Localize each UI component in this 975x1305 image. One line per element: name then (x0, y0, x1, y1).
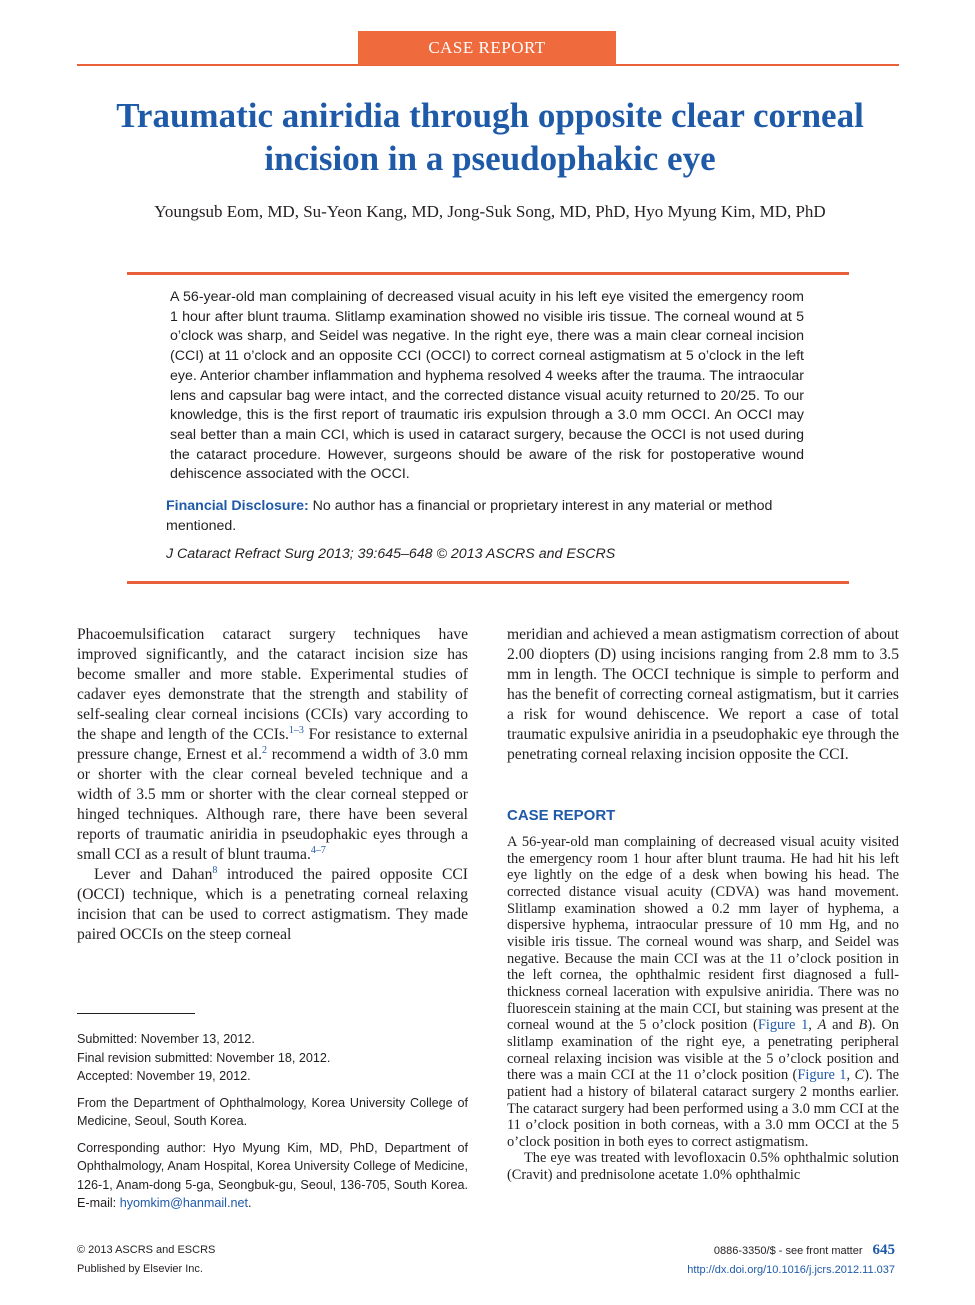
footer-right (687, 1241, 895, 1280)
intro-paragraph-2: Lever and Dahan$^8$ introduced the paired opposite CCI (OCCI) technique, which is a penetrating corneal relaxing incision that can be used to correct astigmatism. They made paired OCCIs on the steep corneal (77, 864, 468, 943)
case-paragraph-1: A 56-year-old man complaining of decreased visual acuity visited the emergency room 1 hour after blunt trauma. He had hit his left eye lightly on the edge of a desk when bowing his head. The corrected distance visual acuity (CDVA) was hand movement. Slitlamp examination showed a 0.2 mm layer of hyphema, a dispersive hyphema, intraocular pressure of 10 mm Hg, and no visible iris tissue. The corneal wound was sharp, and Seidel was negative. Because the main CCI was at the 11 o’clock position in the left cornea, the ophthalmic resident first diagnosed a full-thickness corneal laceration with expulsive aniridia. There was no fluorescein staining at the main CCI, but staining was present at the corneal wound at the 5 o’clock position (Figure 1, A and B). On slitlamp examination of the right eye, a penetrating peripheral corneal relaxing incision was visible at the 5 o’clock position and there was a main CCI at the 11 o’clock position (Figure 1, C). The patient had a history of bilateral cataract surgery 2 months earlier. The cataract surgery had been performed using a 3.0 mm CCI at the 11 o’clock position in both corneas, with a 3.0 mm OCCI at the 5 o’clock position in both eyes to correct astigmatism. (507, 834, 899, 1150)
intro-paragraph-1: Phacoemulsification cataract surgery techniques have improved significantly, and the cataract incision size has become smaller and more stable. Experimental studies of cadaver eyes demonstrate that the strength and stability of self-sealing clear corneal incisions (CCIs) vary according to the shape and length of the CCIs.$^{1-3}$ For resistance to external pressure change, Ernest et al.$^2$ recommend a width of 3.0 mm or shorter with the clear corneal beveled technique and a width of 3.5 mm or shorter with the clear corneal stepped or hinged techniques. Although rare, there have been several reports of traumatic aniridia in pseudophakic eyes through a small CCI as a result of blunt trauma.$^{4-7}$ (77, 626, 468, 863)
case-paragraph-2: The eye was treated with levofloxacin 0.5% ophthalmic solution (Cravit) and prednisolone acetate 1.0% ophthalmic (507, 1150, 899, 1184)
footnote-divider (77, 1013, 195, 1014)
journal-citation: J Cataract Refract Surg 2013; 39:645–648 © 2013 ASCRS and ESCRS (166, 546, 616, 562)
author-list: Youngsub Eom, MD, Su-Yeon Kang, MD, Jong-Suk Song, MD, PhD, Hyo Myung Kim, MD, PhD (154, 202, 826, 221)
copyright: © 2013 ASCRS and ESCRS (77, 1244, 216, 1256)
footnotes (77, 1030, 468, 1221)
ref-link[interactable]: 8 (212, 864, 218, 876)
abstract-bottom-rule (127, 581, 849, 584)
corresponding-author: Corresponding author: Hyo Myung Kim, MD, PhD, Department of Ophthalmology, Anam Hospital, Korea University College of Medicine, 126-1, Anam-dong 5-ga, Seongbuk-gu, Seoul, 136-705, South Korea. E-mail: hyomkim@hanmail.net. (77, 1140, 468, 1210)
section-heading: CASE REPORT (507, 807, 616, 824)
abstract-text: A 56-year-old man complaining of decreased visual acuity in his left eye visited the emergency room 1 hour after blunt trauma. Slitlamp examination showed no visible iris tissue. The corneal wound at 5 o’clock was sharp, and Seidel was negative. In the right eye, there was a main clear corneal incision (CCI) at 11 o’clock and an opposite CCI (OCCI) to correct corneal astigmatism at 5 o’clock in the left eye. Anterior chamber inflammation and hyphema resolved 4 weeks after the trauma. The intraocular lens and capsular bag were intact, and the corrected distance visual acuity returned to 20/25. To our knowledge, this is the first report of traumatic iris expulsion through a 3.0 mm OCCI. An OCCI may seal better than a main CCI, which is used in cataract surgery, because the OCCI is not used during the cataract procedure. However, surgeons should be aware of the risk for postoperative wound dehiscence associated with the OCCI. (170, 289, 804, 483)
article-type-tag: CASE REPORT (358, 31, 616, 65)
figure-link[interactable]: Figure 1 (757, 1017, 809, 1034)
issn: 0886-3350/$ - see front matter (713, 1245, 863, 1257)
disclosure-label: Financial Disclosure: (166, 498, 309, 514)
publisher: Published by Elsevier Inc. (77, 1263, 203, 1275)
ref-link[interactable]: 4–7 (310, 844, 326, 856)
article-title: Traumatic aniridia through opposite clear corneal incision in a pseudophakic eye (116, 96, 864, 178)
email-link[interactable]: hyomkim@hanmail.net (119, 1196, 248, 1210)
body-column-right (507, 625, 899, 765)
abstract-top-rule (127, 272, 849, 275)
doi-link[interactable]: http://dx.doi.org/10.1016/j.jcrs.2012.11.037 (687, 1264, 895, 1276)
dates-block: Submitted: November 13, 2012. Final revision submitted: November 18, 2012. Accepted: November 19, 2012. (77, 1032, 331, 1083)
disclosure-text: No author has a financial or proprietary interest in any material or method mentioned. (166, 498, 773, 534)
case-report-text (507, 834, 899, 1184)
affiliation: From the Department of Ophthalmology, Korea University College of Medicine, Seoul, South Korea. (77, 1095, 468, 1128)
financial-disclosure (166, 496, 810, 536)
footer-left (77, 1241, 215, 1279)
figure-link[interactable]: Figure 1 (797, 1067, 847, 1084)
ref-link[interactable]: 1–3 (288, 724, 304, 736)
page-number: 645 (872, 1242, 895, 1258)
ref-link[interactable]: 2 (262, 744, 268, 756)
intro-paragraph-2-cont: meridian and achieved a mean astigmatism correction of about 2.00 diopters (D) using incisions ranging from 2.8 mm to 3.5 mm in length. The OCCI technique is simple to perform and has the benefit of correcting corneal astigmatism, but it carries a risk for wound dehiscence. We report a case of total traumatic expulsive aniridia in a pseudophakic eye through the penetrating corneal relaxing incision opposite the CCI. (507, 626, 899, 763)
body-column-left (77, 625, 468, 945)
